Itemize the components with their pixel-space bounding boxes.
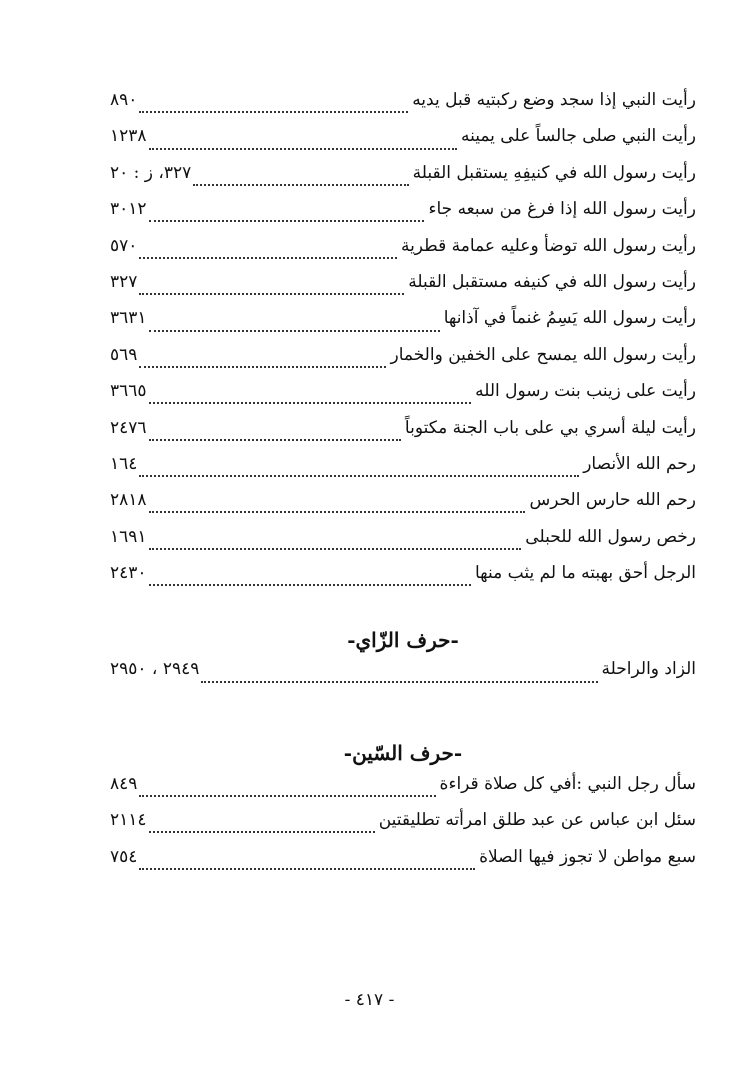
leader-dots [149,511,526,513]
entry-ref: ٣٦٣١ [110,308,147,329]
leader-dots [139,868,475,870]
leader-dots [149,831,375,833]
entry-ref: ٢٤٣٠ [110,563,147,584]
index-entry [110,126,696,162]
index-entry [110,563,696,599]
entry-ref: ٨٩٠ [110,90,138,110]
entry-text: رأيت النبي صلى جالساً على يمينه [460,126,696,147]
entry-text: رحم الله حارس الحرس [529,490,696,511]
entry-text: رأيت رسول الله في كنيفِهِ يستقبل القبلة [412,162,696,183]
index-entry [110,774,696,810]
entry-text: رأيت رسول الله إذا فرغ من سبعه جاء [428,199,696,220]
index-entry [110,418,696,454]
index-entry [110,308,696,344]
leader-dots [149,220,425,222]
leader-dots [139,795,435,797]
entries-ra-list [110,90,696,599]
entry-ref: ١٦٩١ [110,526,147,547]
leader-dots [149,330,440,332]
leader-dots [149,548,522,550]
index-entry [110,90,696,126]
index-entry [110,454,696,490]
entry-text: سبع مواطن لا تجوز فيها الصلاة [479,846,696,867]
entry-text: رأيت ليلة أسري بي على باب الجنة مكتوباً [404,417,696,438]
entry-ref: ١٢٣٨ [110,126,147,147]
entry-ref: ٥٧٠ [110,235,138,256]
index-entry [110,236,696,272]
entry-text: الزاد والراحلة [601,659,696,680]
leader-dots [149,584,471,586]
entry-text: رأيت رسول الله توضأ وعليه عمامة قطرية [400,235,696,256]
leader-dots [139,293,404,295]
index-entry [110,345,696,381]
entry-text: رأيت رسول الله يَسِمُ غنماً في آذانها [443,308,696,329]
entry-text: رحم الله الأنصار [583,453,696,474]
entries-zay-list [110,659,696,695]
leader-dots [139,111,408,113]
leader-dots [193,184,408,186]
entry-text: الرجل أحق بهبته ما لم يثب منها [474,563,696,584]
leader-dots [139,257,397,259]
section-heading-sin: -حرف السّين- [343,740,463,765]
entry-text: رأيت رسول الله يمسح على الخفين والخمار [390,344,696,365]
index-entry [110,490,696,526]
leader-dots [139,475,579,477]
entry-text: رأيت النبي إذا سجد وضع ركبتيه قبل يديه [412,90,696,110]
index-entry [110,527,696,563]
entry-text: رخص رسول الله للحبلى [525,526,696,547]
index-entry [110,847,696,883]
leader-dots [149,402,472,404]
entry-text: رأيت على زينب بنت رسول الله [475,381,696,402]
index-entry [110,163,696,199]
index-entry [110,381,696,417]
entry-ref: ٢٤٧٦ [110,417,147,438]
index-entry [110,199,696,235]
index-entry [110,272,696,308]
entry-ref: ٣٦٦٥ [110,381,147,402]
index-page [110,90,696,883]
index-entry [110,659,696,695]
entry-text: سأل رجل النبي :أفي كل صلاة قراءة [439,773,696,794]
page-number: - ٤١٧ - [344,990,395,1010]
entry-ref: ٢١١٤ [110,810,147,831]
leader-dots [139,366,386,368]
index-entry [110,810,696,846]
entry-ref: ٢٨١٨ [110,490,147,511]
entry-text: رأيت رسول الله في كنيفه مستقبل القبلة [408,271,696,292]
section-heading-zay: -حرف الزّاي- [347,628,459,653]
leader-dots [201,681,597,683]
leader-dots [149,148,457,150]
entry-ref: ٥٦٩ [110,344,138,365]
entry-ref: ١٦٤ [110,453,138,474]
entry-ref: ٣٢٧ [110,271,138,292]
entry-ref: ٢٩٤٩ ، ٢٩٥٠ [110,659,200,680]
leader-dots [149,439,401,441]
entry-ref: ٣٢٧، ز : ٢٠ [110,162,192,183]
entry-ref: ٧٥٤ [110,846,138,867]
entry-ref: ٨٤٩ [110,773,138,794]
entry-ref: ٣٠١٢ [110,199,147,220]
entries-sin-list [110,774,696,883]
entry-text: سئل ابن عباس عن عبد طلق امرأته تطليقتين [378,810,696,831]
